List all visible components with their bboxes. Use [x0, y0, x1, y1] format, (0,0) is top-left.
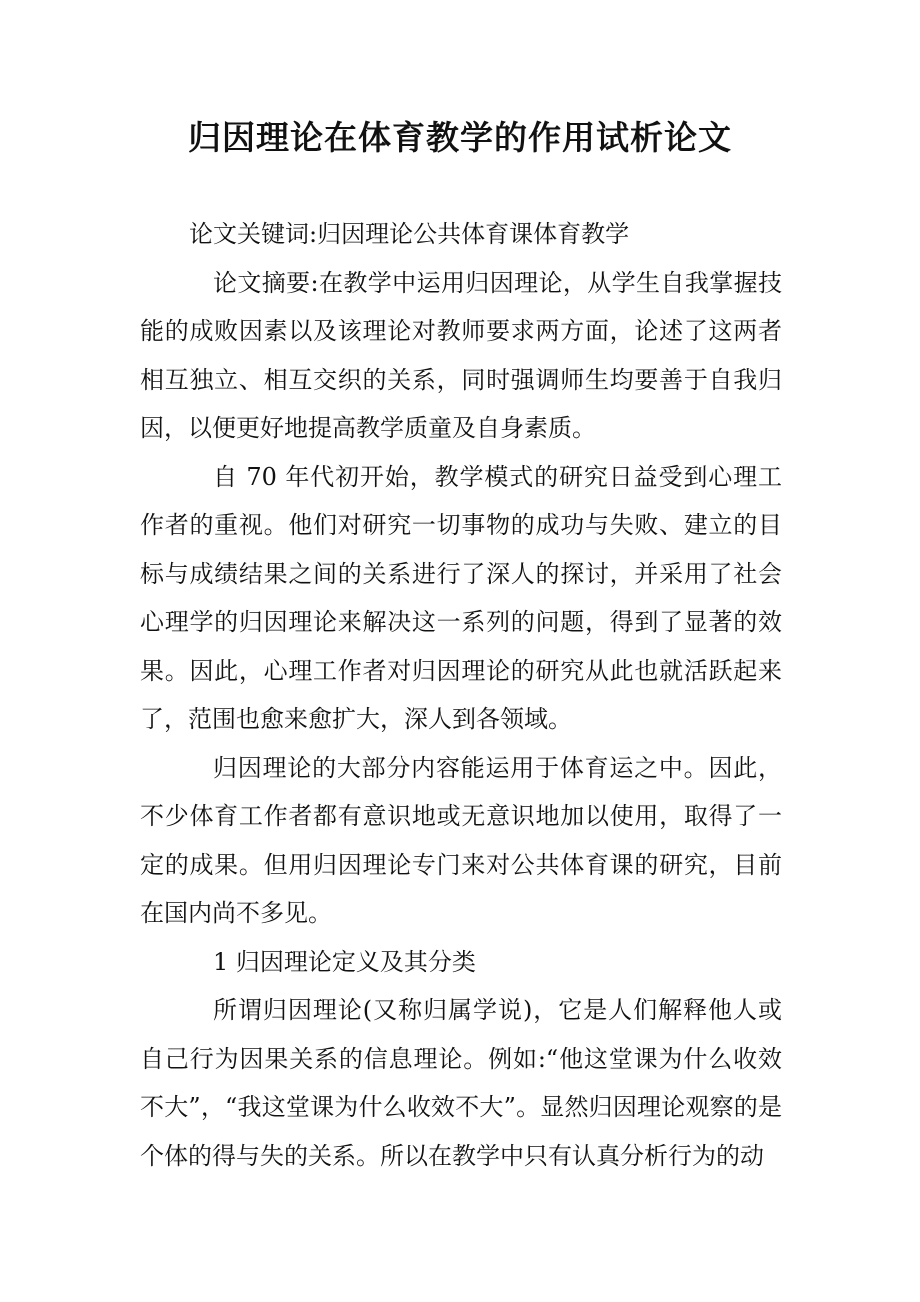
body-paragraph: 自 70 年代初开始，教学模式的研究日益受到心理工作者的重视。他们对研究一切事物的成功与失败、建立的目标与成绩结果之间的关系进行了深人的探讨，并采用了社会心理学的归因理论来解决这一系列的问题，得到了显著的效果。因此，心理工作者对归因理论的研究从此也就活跃起来了，范围也愈来愈扩大，深人到各领域。 — [140, 462, 782, 733]
section-heading: 1 归因理论定义及其分类 — [213, 947, 476, 976]
keywords-line: 论文关键词:归因理论公共体育课体育教学 — [189, 220, 630, 248]
body-paragraph: 所谓归因理论(又称归属学说)，它是人们解释他人或自己行为因果关系的信息理论。例如:“他这堂课为什么收效不大”，“我这堂课为什么收效不大”。显然归因理论观察的是个体的得与失的关系。所以在教学中只有认真分析行为的动 — [140, 996, 782, 1170]
abstract-paragraph: 论文摘要:在教学中运用归因理论，从学生自我掌握技能的成败因素以及该理论对教师要求两方面，论述了这两者相互独立、相互交织的关系，同时强调师生均要善于自我归因，以便更好地提高教学质童及自身素质。 — [140, 268, 782, 442]
document-body — [140, 210, 782, 1180]
body-paragraph: 归因理论的大部分内容能运用于体育运之中。因此，不少体育工作者都有意识地或无意识地加以使用，取得了一定的成果。但用归因理论专门来对公共体育课的研究，目前在国内尚不多见。 — [140, 753, 782, 927]
document-title: 归因理论在体育教学的作用试析论文 — [188, 118, 732, 157]
